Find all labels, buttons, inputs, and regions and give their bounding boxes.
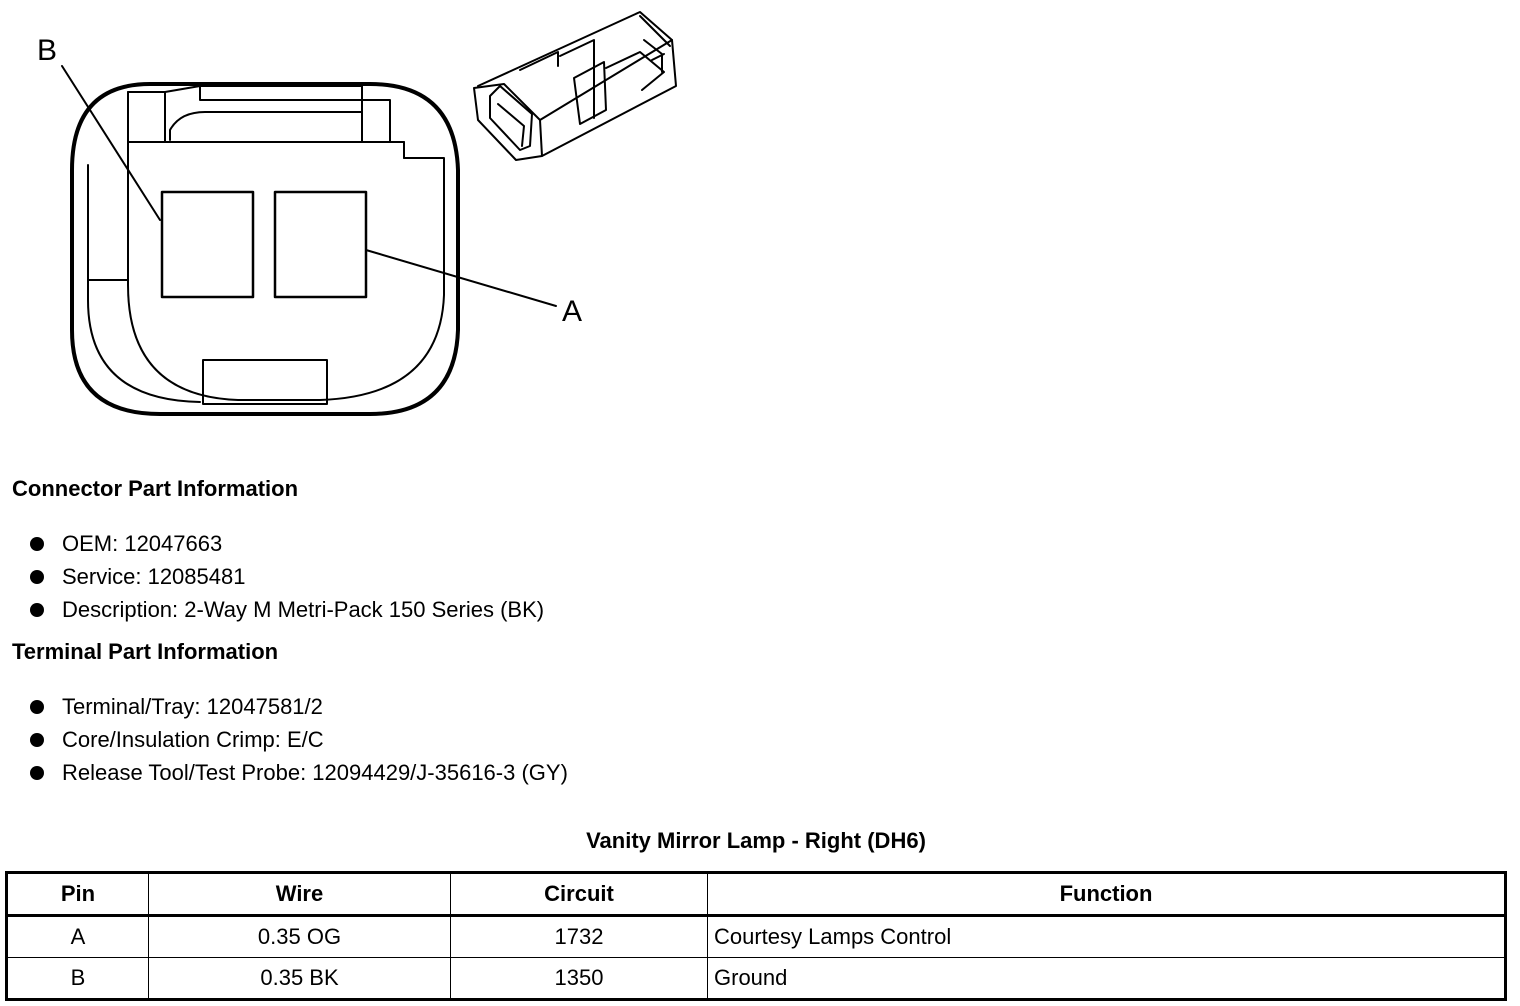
column-header-wire: Wire <box>149 873 451 916</box>
terminal-part-info-list <box>28 693 568 792</box>
leader-line-a <box>366 250 556 306</box>
connector-service: Service: 12085481 <box>62 564 246 589</box>
connector-bottom-tab <box>203 360 327 404</box>
table-header-row <box>7 873 1506 916</box>
list-item <box>28 759 568 792</box>
cell-wire: 0.35 BK <box>149 958 451 1000</box>
list-item <box>28 693 568 726</box>
callout-label-b: B <box>37 34 58 67</box>
terminal-crimp: Core/Insulation Crimp: E/C <box>62 727 324 752</box>
pin-table <box>5 871 1507 1001</box>
terminal-cavity-a <box>275 192 366 297</box>
table-row <box>7 958 1506 1000</box>
connector-description: Description: 2-Way M Metri-Pack 150 Series (BK) <box>62 597 545 622</box>
cell-function: Courtesy Lamps Control <box>708 916 1506 958</box>
connector-part-info-heading: Connector Part Information <box>12 476 299 501</box>
pin-table-title: Vanity Mirror Lamp - Right (DH6) <box>586 828 926 853</box>
list-item <box>28 530 544 563</box>
connector-diagram <box>0 0 700 440</box>
bullet-icon <box>30 603 44 617</box>
column-header-function: Function <box>708 873 1506 916</box>
cell-pin: A <box>7 916 149 958</box>
connector-inner-outline <box>88 165 200 402</box>
list-item <box>28 726 568 759</box>
column-header-pin: Pin <box>7 873 149 916</box>
connector-perspective-icon <box>474 12 676 160</box>
column-header-circuit: Circuit <box>451 873 708 916</box>
terminal-release-tool: Release Tool/Test Probe: 12094429/J-35616-3 (GY) <box>62 760 568 785</box>
connector-channel-outline <box>128 92 444 400</box>
cell-pin: B <box>7 958 149 1000</box>
table-row <box>7 916 1506 958</box>
cell-function: Ground <box>708 958 1506 1000</box>
connector-part-info-list <box>28 530 544 629</box>
bullet-icon <box>30 766 44 780</box>
connector-housing-outline <box>72 84 458 414</box>
bullet-icon <box>30 537 44 551</box>
connector-latch <box>165 86 362 142</box>
terminal-part-info-heading: Terminal Part Information <box>12 639 279 664</box>
cell-circuit: 1350 <box>451 958 708 1000</box>
connector-oem: OEM: 12047663 <box>62 531 223 556</box>
bullet-icon <box>30 700 44 714</box>
terminal-tray: Terminal/Tray: 12047581/2 <box>62 694 323 719</box>
callout-label-a: A <box>562 295 583 328</box>
terminal-cavity-b <box>162 192 253 297</box>
cell-wire: 0.35 OG <box>149 916 451 958</box>
bullet-icon <box>30 733 44 747</box>
list-item <box>28 596 544 629</box>
list-item <box>28 563 544 596</box>
bullet-icon <box>30 570 44 584</box>
cell-circuit: 1732 <box>451 916 708 958</box>
